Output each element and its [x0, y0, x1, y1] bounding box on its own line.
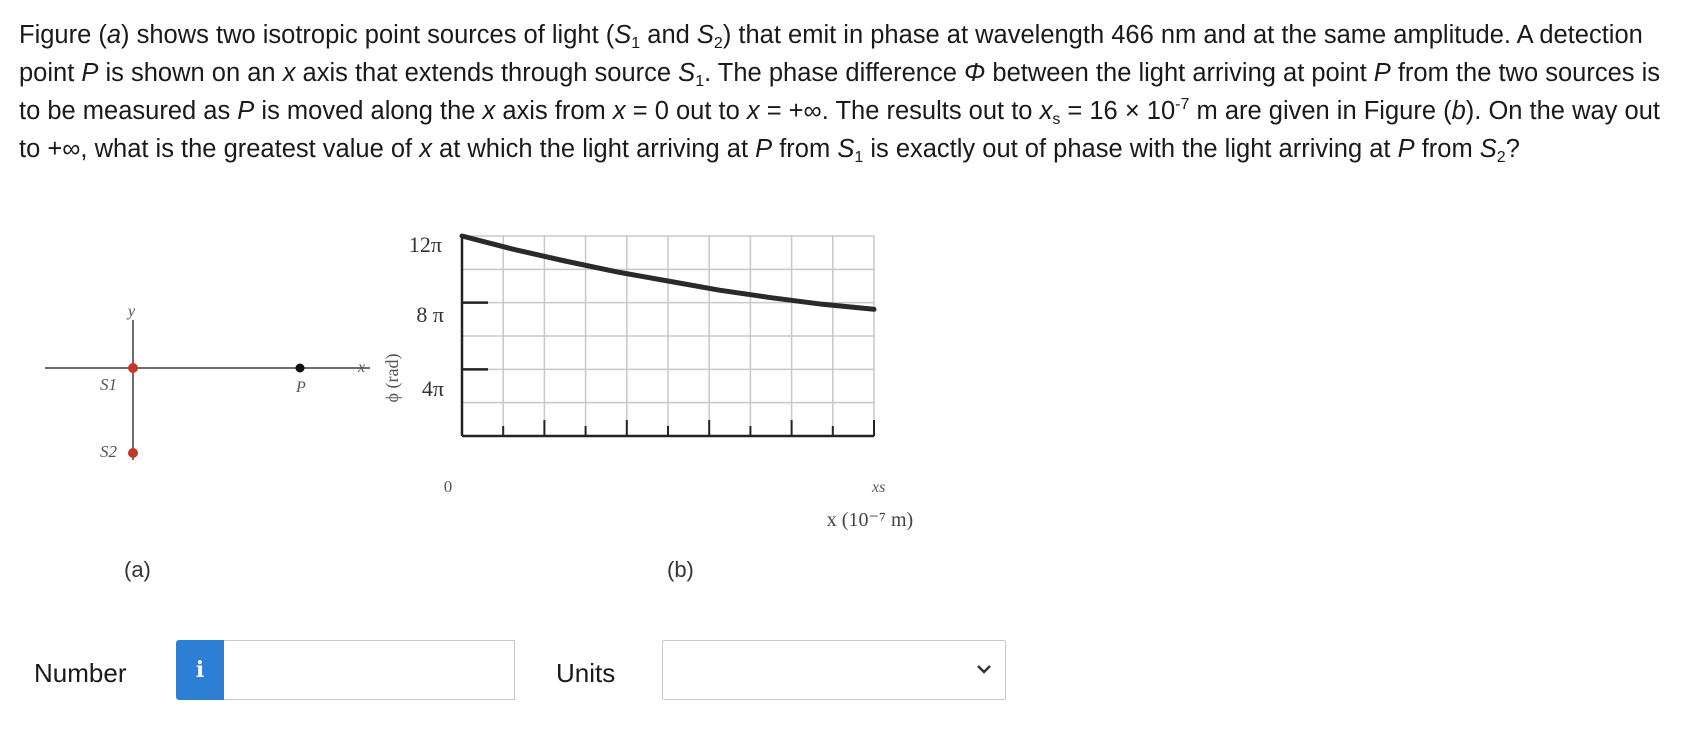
- info-icon: i: [195, 657, 205, 683]
- figure-a-caption: (a): [124, 557, 151, 582]
- x-tick-marks: [503, 420, 874, 436]
- s2-label: S2: [100, 442, 117, 461]
- x-axis-label: x: [358, 359, 366, 376]
- x-axis-title: x (10⁻⁷ m): [826, 509, 914, 531]
- y-tick-label-4pi: 4π: [421, 376, 444, 401]
- chart-grid: [462, 236, 874, 436]
- figure-b: [0, 230, 1694, 570]
- info-button[interactable]: [176, 640, 224, 700]
- p-label: P: [296, 379, 306, 396]
- s1-label: S1: [100, 375, 117, 394]
- number-input[interactable]: [224, 640, 515, 700]
- phase-difference-chart: [0, 230, 1694, 570]
- question-text: Figure (a) shows two isotropic point sources of light ($S_1$ and $S_2$) that emit in phase at wavelength 466 nm and at the same amplitude. A detection point P is shown on an x axis that extends through source $S_1$. The phase difference Φ between the light arriving at point P from the two sources is to be measured as P is moved along the x axis from x = 0 out to x = +∞. The results out to $x_s = 16 \times 10^{-7}$ m are given in Figure (b). On the way out to +∞, what is the greatest value of x at which the light arriving at P from $S_1$ is exactly out of phase with the light arriving at P from $S_2$?: [19, 21, 1661, 166]
- y-axis-label: y: [128, 303, 136, 320]
- number-label: Number: [34, 658, 127, 688]
- y-tick-label-12pi: 12π: [408, 232, 442, 257]
- chevron-down-icon: [975, 660, 993, 678]
- y-tick-label-8pi: 8 π: [416, 302, 444, 327]
- y-axis-title: ϕ (rad): [382, 353, 402, 403]
- figure-b-caption: (b): [667, 557, 694, 582]
- units-dropdown[interactable]: [662, 640, 1006, 700]
- x-axis-end-label: xs: [872, 479, 886, 496]
- units-label: Units: [556, 658, 616, 688]
- answer-row: [0, 640, 1694, 700]
- y-tick-label-0: 0: [443, 477, 453, 496]
